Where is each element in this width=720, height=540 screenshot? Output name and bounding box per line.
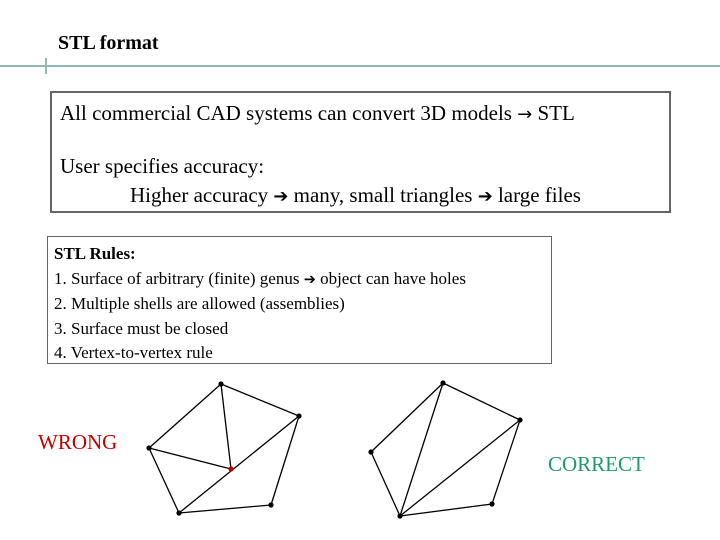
rule-1-text: 1. Surface of arbitrary (finite) genus: [54, 268, 300, 288]
mesh-edge: [149, 384, 221, 448]
wrong-label: WRONG: [38, 430, 118, 454]
rules-heading: STL Rules:: [54, 244, 136, 263]
bold-arrow-icon: ➔: [303, 271, 316, 288]
mesh-edge: [149, 448, 231, 469]
slide-title: STL format: [58, 32, 159, 54]
mesh-edge: [492, 420, 520, 504]
correct-mesh-figure: [371, 383, 520, 516]
wrong-mesh-vertices: [146, 381, 301, 515]
mesh-vertex: [368, 449, 373, 454]
mesh-vertex: [489, 501, 494, 506]
mesh-vertex: [218, 381, 223, 386]
mesh-edge: [179, 505, 271, 513]
mesh-vertex: [440, 380, 445, 385]
mesh-edge: [443, 383, 520, 420]
mesh-edge: [400, 504, 492, 516]
rule-3: 3. Surface must be closed: [54, 318, 229, 338]
mesh-edge: [149, 448, 179, 513]
intro-line-1-text: All commercial CAD systems can convert 3D models: [60, 101, 512, 125]
bold-arrow-icon: ➔: [477, 186, 493, 207]
mesh-edge: [400, 420, 520, 516]
mesh-vertex: [517, 417, 522, 422]
invalid-vertex: [228, 466, 233, 471]
mesh-vertex: [146, 445, 151, 450]
mesh-edge: [221, 384, 299, 416]
intro-line-3-b: many, small triangles: [293, 183, 473, 207]
mesh-vertex: [268, 502, 273, 507]
mesh-vertex: [397, 513, 402, 518]
rule-4: 4. Vertex-to-vertex rule: [54, 343, 213, 362]
right-arrow-icon: →: [517, 104, 533, 125]
mesh-edge: [271, 416, 299, 505]
correct-label: CORRECT: [548, 452, 645, 476]
intro-line-1-end: STL: [537, 101, 575, 125]
intro-line-3-c: large files: [497, 183, 581, 207]
rule-2: 2. Multiple shells are allowed (assemblies): [54, 294, 345, 313]
mesh-vertex: [296, 413, 301, 418]
mesh-vertex: [176, 510, 181, 515]
wrong-mesh-figure: [149, 384, 299, 513]
intro-line-2: User specifies accuracy:: [60, 154, 265, 178]
intro-line-3-a: Higher accuracy: [130, 183, 269, 207]
mesh-edge: [179, 416, 299, 513]
mesh-edge: [221, 384, 231, 469]
rule-1-result: object can have holes: [320, 268, 466, 288]
mesh-edge: [371, 452, 400, 516]
bold-arrow-icon: ➔: [273, 186, 289, 207]
